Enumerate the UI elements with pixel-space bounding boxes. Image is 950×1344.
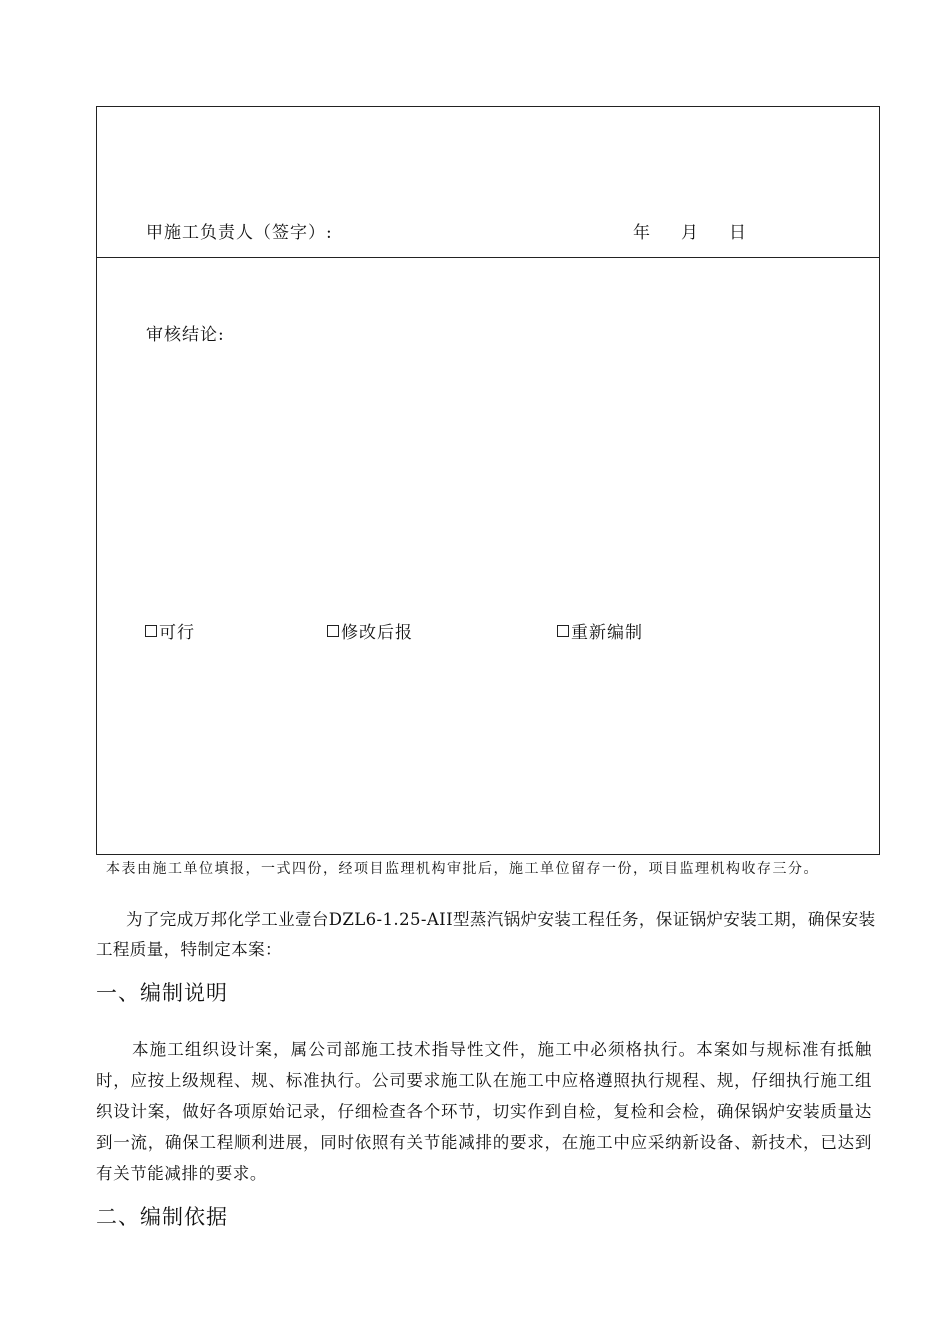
option-label: 可行 bbox=[159, 623, 195, 643]
option-recompile[interactable] bbox=[557, 618, 643, 643]
option-feasible[interactable] bbox=[145, 618, 195, 643]
review-form-table bbox=[96, 106, 880, 855]
date-month-label: 月 bbox=[681, 223, 698, 243]
date-day-label: 日 bbox=[729, 223, 746, 243]
form-footnote: 本表由施工单位填报，一式四份，经项目监理机构审批后，施工单位留存一份，项目监理机构收存三分。 bbox=[106, 861, 819, 877]
checkbox-icon[interactable] bbox=[145, 625, 157, 637]
section-heading: 二、编制依据 bbox=[96, 1205, 228, 1229]
section-heading: 一、编制说明 bbox=[96, 981, 228, 1005]
row-divider bbox=[97, 257, 879, 258]
option-revise-resubmit[interactable] bbox=[327, 618, 413, 643]
date-year-label: 年 bbox=[633, 223, 650, 243]
checkbox-icon[interactable] bbox=[557, 625, 569, 637]
signature-label: 甲施工负责人（签字）: bbox=[146, 223, 333, 243]
review-conclusion-label: 审核结论: bbox=[146, 325, 225, 345]
section-body: 本施工组织设计案，属公司部施工技术指导性文件，施工中必须格执行。本案如与规标准有抵触时，应按上级规程、规、标准执行。公司要求施工队在施工中应格遵照执行规程、规，仔细执行施工组织设计案，做好各项原始记录，仔细检查各个环节，切实作到自检，复检和会检，确保锅炉安装质量达到一流，确保工程顺利进展，同时依照有关节能减排的要求，在施工中应采纳新设备、新技术，已达到有关节能减排的要求。 bbox=[96, 1040, 872, 1183]
intro-paragraph: 为了完成万邦化学工业壹台DZL6-1.25-AII型蒸汽锅炉安装工程任务，保证锅炉安装工期，确保安装工程质量，特制定本案： bbox=[96, 910, 876, 959]
option-label: 重新编制 bbox=[571, 623, 643, 643]
option-label: 修改后报 bbox=[341, 623, 413, 643]
checkbox-icon[interactable] bbox=[327, 625, 339, 637]
